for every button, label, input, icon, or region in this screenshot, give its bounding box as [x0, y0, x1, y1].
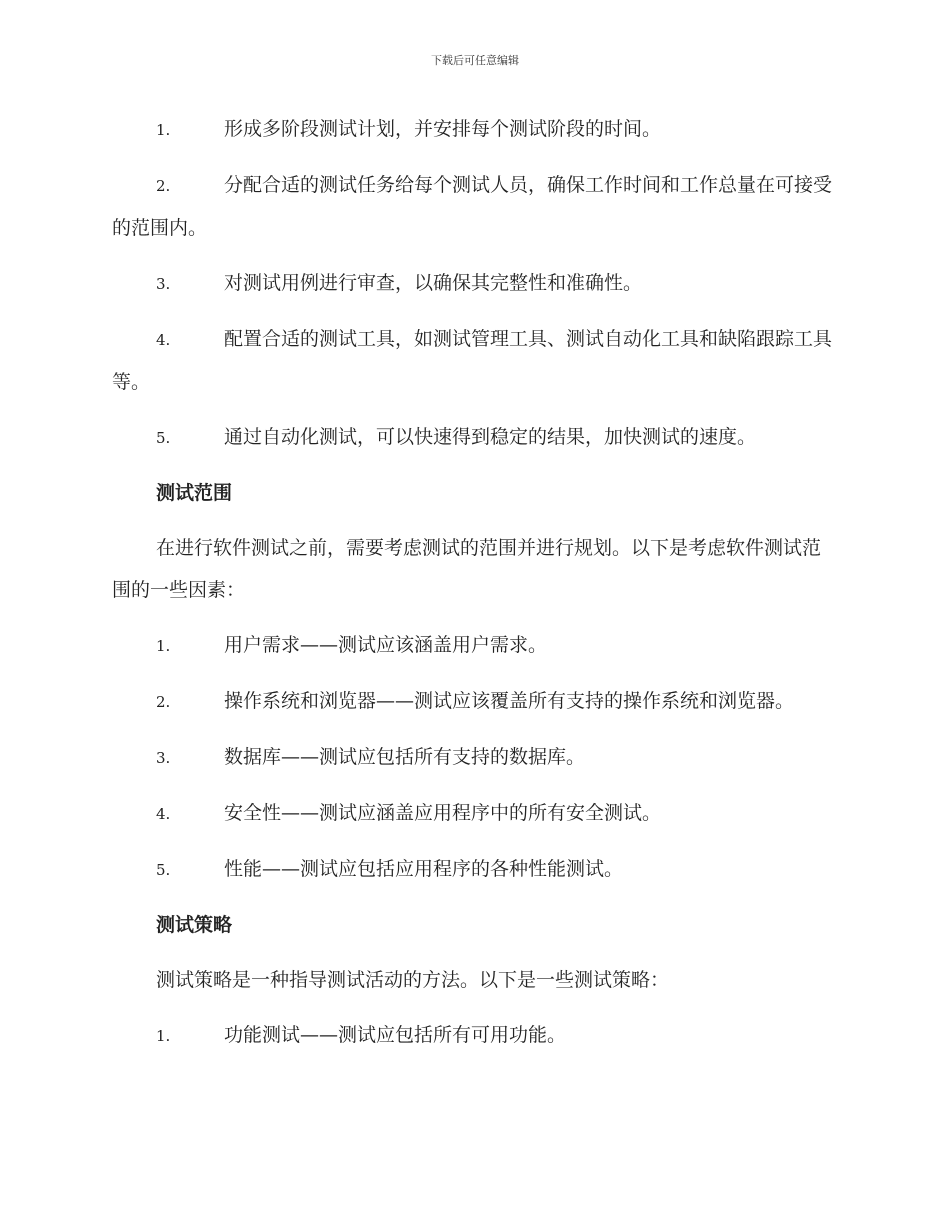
- section-intro-strategy: 测试策略是一种指导测试活动的方法。以下是一些测试策略：: [156, 969, 670, 991]
- list-number: 3.: [156, 749, 171, 767]
- list-item-text: 用户需求——测试应该涵盖用户需求。: [224, 634, 548, 656]
- list-item: [112, 262, 838, 305]
- list-number: 5.: [156, 861, 171, 879]
- list-number: 2.: [156, 177, 171, 195]
- page-header: 下载后可任意编辑: [431, 54, 519, 67]
- list-item-text: 形成多阶段测试计划，并安排每个测试阶段的时间。: [224, 118, 662, 140]
- list-number: 4.: [156, 805, 171, 823]
- list-item: [112, 624, 838, 667]
- list-item-text: 分配合适的测试任务给每个测试人员，确保工作时间和工作总量在可接受的范围内。: [112, 174, 833, 239]
- list-number: 4.: [156, 331, 171, 349]
- list-item-text: 性能——测试应包括应用程序的各种性能测试。: [224, 858, 624, 880]
- list-item-text: 功能测试——测试应包括所有可用功能。: [224, 1024, 567, 1046]
- list-item-text: 安全性——测试应涵盖应用程序中的所有安全测试。: [224, 802, 662, 824]
- list-item: [112, 848, 838, 891]
- list-item: [112, 108, 838, 151]
- list-number: 1.: [156, 1027, 171, 1045]
- list-item: [112, 736, 838, 779]
- list-number: 1.: [156, 121, 171, 139]
- section-heading-strategy: 测试策略: [156, 914, 233, 936]
- document-body: [112, 108, 838, 1070]
- list-item: [112, 164, 838, 249]
- section-heading-scope: 测试范围: [156, 482, 233, 504]
- list-item: [112, 792, 838, 835]
- list-number: 5.: [156, 429, 171, 447]
- list-number: 2.: [156, 693, 171, 711]
- list-item-text: 通过自动化测试，可以快速得到稳定的结果，加快测试的速度。: [224, 426, 757, 448]
- list-number: 3.: [156, 275, 171, 293]
- section-intro-scope: 在进行软件测试之前，需要考虑测试的范围并进行规划。以下是考虑软件测试范围的一些因素：: [112, 537, 822, 601]
- list-item-text: 操作系统和浏览器——测试应该覆盖所有支持的操作系统和浏览器。: [224, 690, 795, 712]
- list-item: [112, 1014, 838, 1057]
- list-item: [112, 318, 838, 403]
- list-item-text: 数据库——测试应包括所有支持的数据库。: [224, 746, 586, 768]
- list-item-text: 配置合适的测试工具，如测试管理工具、测试自动化工具和缺陷跟踪工具等。: [112, 328, 833, 393]
- list-item: [112, 416, 838, 459]
- list-number: 1.: [156, 637, 171, 655]
- list-item: [112, 680, 838, 723]
- list-item-text: 对测试用例进行审查，以确保其完整性和准确性。: [224, 272, 643, 294]
